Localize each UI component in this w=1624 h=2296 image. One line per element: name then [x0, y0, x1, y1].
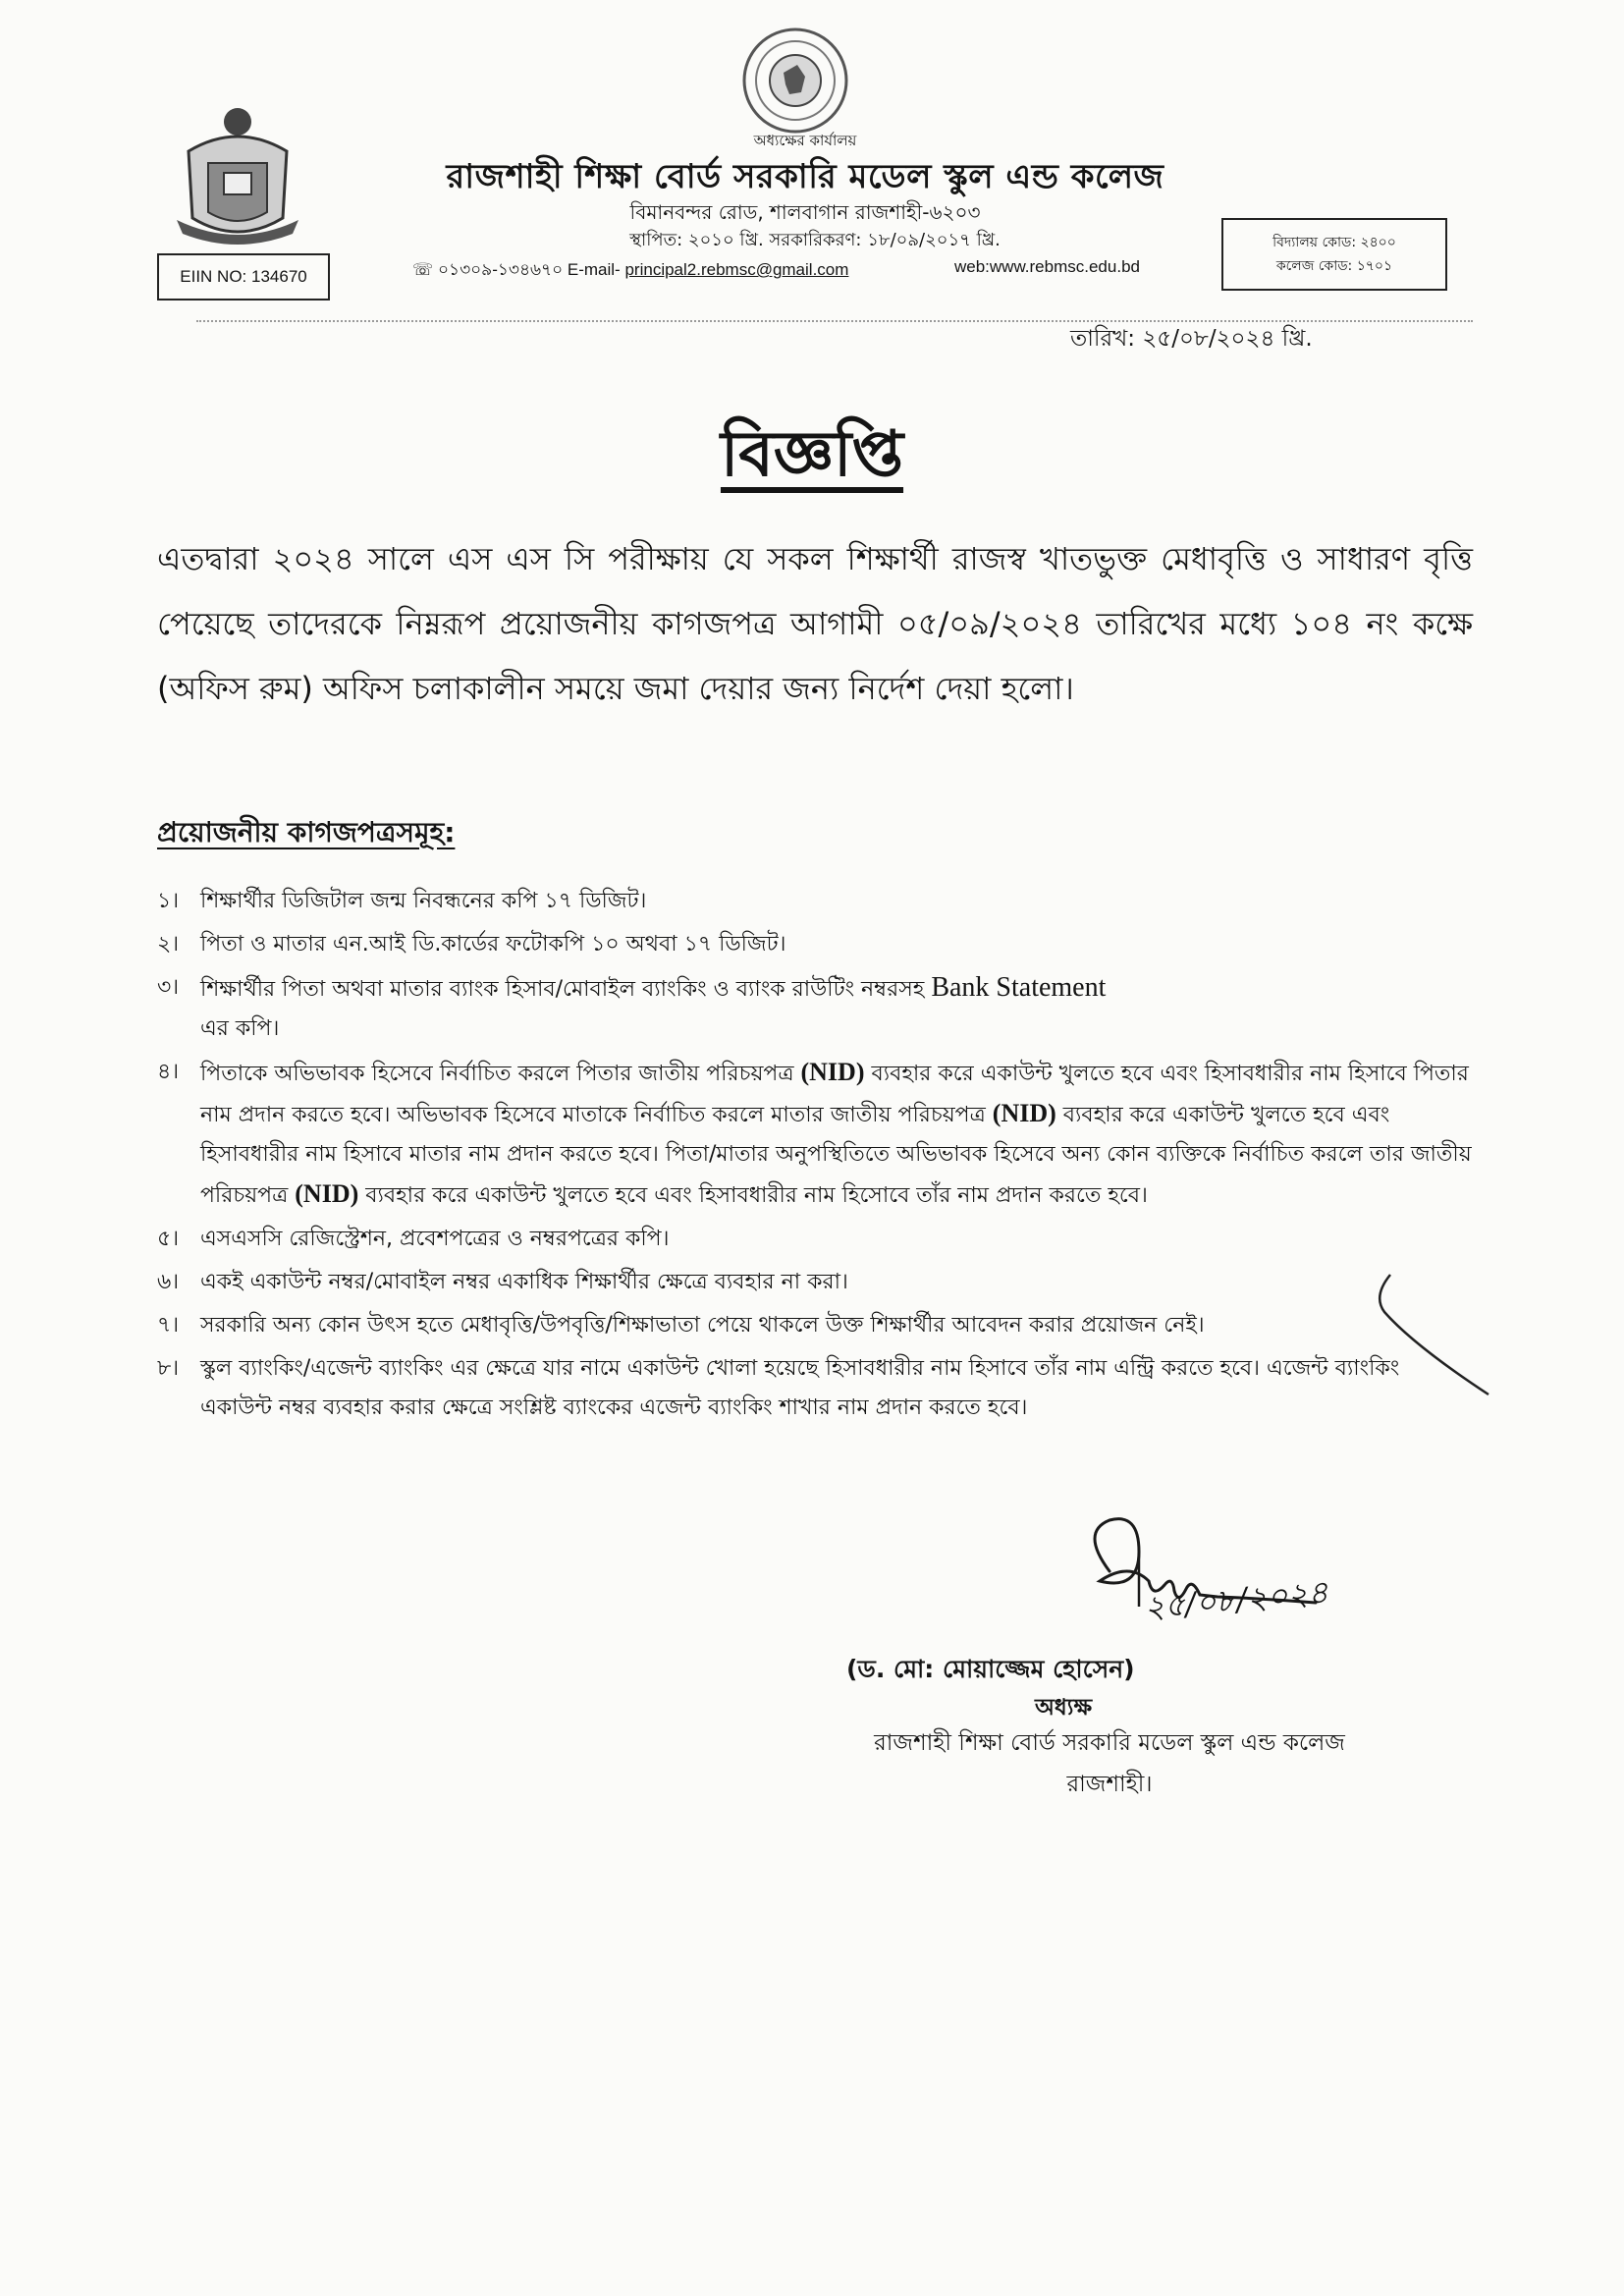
institution-name: রাজশাহী শিক্ষা বোর্ড সরকারি মডেল স্কুল এন্ড কলেজ [446, 157, 1164, 196]
list-item-number: ৬। [157, 1270, 180, 1294]
notice-date: তারিখ: ২৫/০৮/২০২৪ খ্রি. [1070, 326, 1313, 352]
list-item-number: ৪। [157, 1060, 180, 1084]
signatory-institution: রাজশাহী শিক্ষা বোর্ড সরকারি মডেল স্কুল এন্ড কলেজ [874, 1730, 1345, 1756]
list-item-number: ৮। [157, 1356, 180, 1381]
established-line: স্থাপিত: ২০১০ খ্রি. সরকারিকরণ: ১৮/০৯/২০১৭ খ্রি. [629, 230, 1001, 250]
school-code: বিদ্যালয় কোড: ২৪০০ [1272, 235, 1396, 250]
list-item-text: পিতা ও মাতার এন.আই ডি.কার্ডের ফটোকপি ১০ অথবা ১৭ ডিজিট। [200, 932, 786, 957]
list-item-text: সরকারি অন্য কোন উৎস হতে মেধাবৃত্তি/উপবৃত্তি/শিক্ষাভাতা পেয়ে থাকলে উক্ত শিক্ষার্থীর আবেদন করার প্রয়োজন নেই। [200, 1313, 1205, 1338]
list-item-text-part: শিক্ষার্থীর পিতা অথবা মাতার ব্যাংক হিসাব/মোবাইল ব্যাংকিং ও ব্যাংক রাউটিং নম্বরসহ [200, 977, 932, 1002]
list-item-text: শিক্ষার্থীর ডিজিটাল জন্ম নিবন্ধনের কপি ১৭ ডিজিট। [200, 889, 647, 913]
signatory-title: অধ্যক্ষ [1035, 1695, 1093, 1721]
list-item-text [200, 1053, 1473, 1216]
email-label: E-mail- [567, 260, 621, 279]
signatory-city: রাজশাহী। [1066, 1772, 1153, 1797]
eiin-badge: EIIN NO: 134670 [157, 253, 330, 301]
college-code: কলেজ কোড: ১৭০১ [1275, 258, 1393, 274]
list-item [157, 1263, 1473, 1302]
office-label: অধ্যক্ষের কার্যালয় [753, 132, 857, 149]
list-item-text-part: এর কপি। [200, 1016, 280, 1041]
email-link[interactable]: principal2.rebmsc@gmail.com [624, 260, 849, 279]
notice-title: বিজ্ঞপ্তি [720, 418, 904, 491]
list-item-text-part: পিতাকে অভিভাবক হিসেবে নির্বাচিত করলে পিতার জাতীয় পরিচয়পত্র [200, 1062, 801, 1086]
list-item [157, 1306, 1473, 1345]
list-item [157, 1220, 1473, 1259]
website-link[interactable]: web:www.rebmsc.edu.bd [954, 257, 1140, 276]
list-item-text [200, 968, 1473, 1049]
notice-body: এতদ্বারা ২০২৪ সালে এস এস সি পরীক্ষায় যে সকল শিক্ষার্থী রাজস্ব খাতভুক্ত মেধাবৃত্তি ও সাধারণ বৃত্তি পেয়েছে তাদেরকে নিম্নরূপ প্রয়োজনীয় কাগজপত্র আগামী ০৫/০৯/২০২৪ তারিখের মধ্যে ১০৪ নং কক্ষে (অফিস রুম) অফিস চলাকালীন সময়ে জমা দেয়ার জন্য নির্দেশ দেয়া হলো। [157, 540, 1473, 707]
address-line: বিমানবন্দর রোড, শালবাগান রাজশাহী-৬২০৩ [629, 200, 981, 224]
list-item [157, 925, 1473, 964]
signatory-name: (ড. মো: মোয়াজ্জেম হোসেন) [846, 1655, 1135, 1683]
nid-term: (NID) [800, 1058, 865, 1086]
bank-statement-term: Bank Statement [931, 972, 1107, 1003]
list-item-text: একই একাউন্ট নম্বর/মোবাইল নম্বর একাধিক শিক্ষার্থীর ক্ষেত্রে ব্যবহার না করা। [200, 1270, 848, 1294]
school-logo-icon [169, 102, 306, 249]
list-item [157, 882, 1473, 921]
required-documents-heading: প্রয়োজনীয় কাগজপত্রসমূহ: [157, 816, 456, 848]
list-item-text: স্কুল ব্যাংকিং/এজেন্ট ব্যাংকিং এর ক্ষেত্রে যার নামে একাউন্ট খোলা হয়েছে হিসাবধারীর নাম হিসাবে তাঁর নাম এন্ট্রি করতে হবে। এজেন্ট ব্যাংকিং একাউন্ট নম্বর ব্যবহার করার ক্ষেত্রে সংশ্লিষ্ট ব্যাংকের এজেন্ট ব্যাংকিং শাখার নাম প্রদান করতে হবে। [200, 1356, 1400, 1420]
list-item [157, 1349, 1473, 1428]
government-seal-icon [740, 26, 850, 136]
handwritten-date: ২৫/০৮/২০২৪ [1142, 1572, 1330, 1627]
list-item-text-part: ব্যবহার করে একাউন্ট খুলতে হবে এবং হিসাবধারীর নাম হিসোবে তাঁর নাম প্রদান করতে হবে। [358, 1183, 1148, 1208]
pen-stroke-mark [1365, 1257, 1502, 1404]
list-item-number: ৭। [157, 1313, 180, 1338]
list-item-number: ৫। [157, 1227, 180, 1251]
list-item [157, 1053, 1473, 1216]
phone-number: ☏ ০১৩০৯-১৩৪৬৭০ [412, 260, 564, 279]
list-item [157, 968, 1473, 1049]
list-item-number: ১। [157, 889, 180, 913]
nid-term: (NID) [295, 1179, 359, 1208]
list-item-number: ২। [157, 932, 180, 957]
list-item-text-part: ব্যবহার করে একাউন্ট খুলতে হবে এবং হিসাবধারীর নাম হিসাবে মাতার নাম প্রদান করতে হবে। পিতা/মাতার অনুপস্থিতিতে অভিভাবক হিসেবে অন্য কোন ব্যক্তিকে নির্বাচিত করলে তার জাতীয় পরিচয়পত্র [200, 1103, 1472, 1208]
list-item-text-part: ব্যবহার করে একাউন্ট খুলতে হবে এবং হিসাবধারীর নাম হিসাবে পিতার নাম প্রদান করতে হবে। অভিভাবক হিসেবে মাতাকে নির্বাচিত করলে মাতার জাতীয় পরিচয়পত্র [200, 1062, 1469, 1127]
required-documents-list [157, 882, 1473, 1432]
list-item-text: এসএসসি রেজিস্ট্রেশন, প্রবেশপত্রের ও নম্বরপত্রের কপি। [200, 1227, 670, 1251]
nid-term: (NID) [992, 1099, 1056, 1127]
list-item-number: ৩। [157, 975, 180, 1000]
contact-line [412, 257, 1218, 285]
institution-codes-box [1221, 218, 1447, 291]
